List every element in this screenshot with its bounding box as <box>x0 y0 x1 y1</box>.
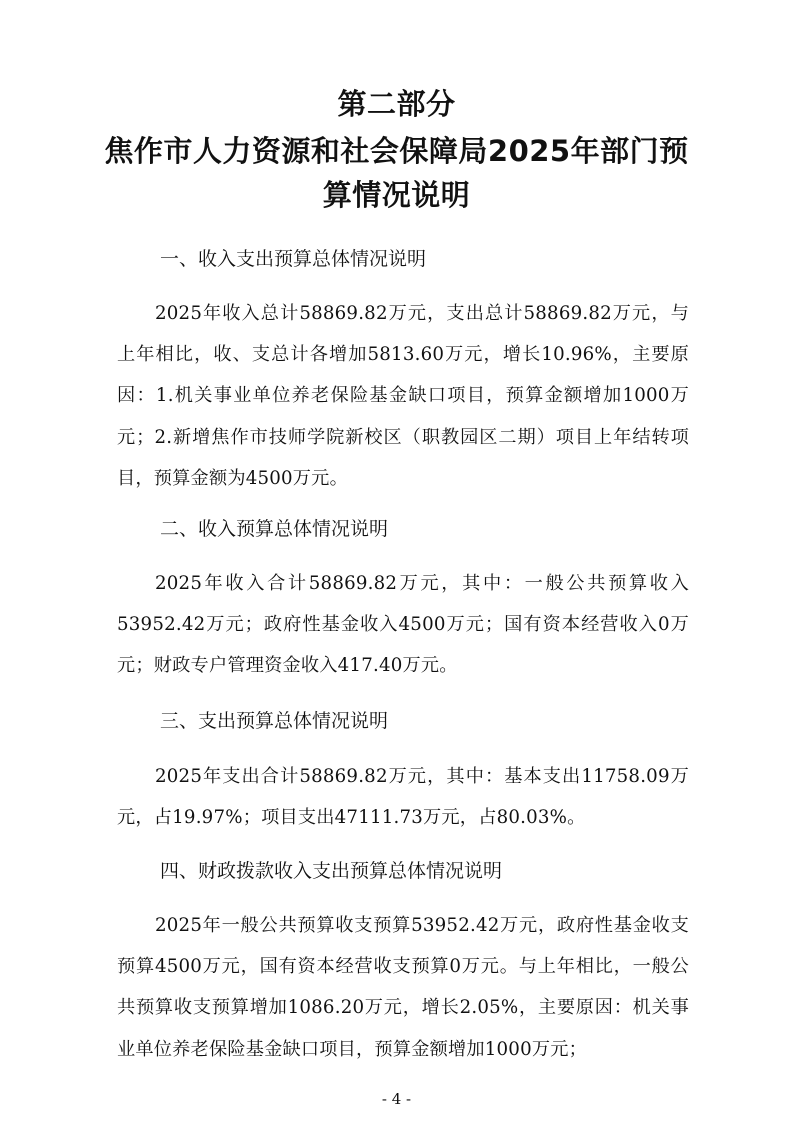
section-paragraph-3: 2025年支出合计58869.82万元，其中：基本支出11758.09万元，占19.97%；项目支出47111.73万元，占80.03%。 <box>117 766 689 829</box>
section-heading-1: 一、收入支出预算总体情况说明 <box>160 248 427 270</box>
section-heading-2: 二、收入预算总体情况说明 <box>160 518 389 540</box>
document-title-line-1: 焦作市人力资源和社会保障局2025年部门预 <box>104 134 689 168</box>
section-paragraph-4: 2025年一般公共预算收支预算53952.42万元，政府性基金收支预算4500万元，国有资本经营收支预算0万元。与上年相比，一般公共预算收支预算增加1086.20万元，增长2.05%，主要原因：机关事业单位养老保险基金缺口项目，预算金额增加1000万元； <box>117 915 689 1060</box>
section-paragraph-2: 2025年收入合计58869.82万元，其中：一般公共预算收入53952.42万元；政府性基金收入4500万元；国有资本经营收入0万元；财政专户管理资金收入417.40万元。 <box>117 573 689 677</box>
document-title-line-2: 算情况说明 <box>322 178 471 212</box>
page-number: - 4 - <box>381 1090 412 1108</box>
section-heading-4: 四、财政拨款收入支出预算总体情况说明 <box>160 860 503 882</box>
section-heading-3: 三、支出预算总体情况说明 <box>160 710 389 732</box>
section-paragraph-1: 2025年收入总计58869.82万元，支出总计58869.82万元，与上年相比，收、支总计各增加5813.60万元，增长10.96%，主要原因：1.机关事业单位养老保险基金缺口项目，预算金额增加1000万元；2.新增焦作市技师学院新校区（职教园区二期）项目上年结转项目，预算金额为4500万元。 <box>117 303 689 489</box>
part-title: 第二部分 <box>337 87 456 121</box>
